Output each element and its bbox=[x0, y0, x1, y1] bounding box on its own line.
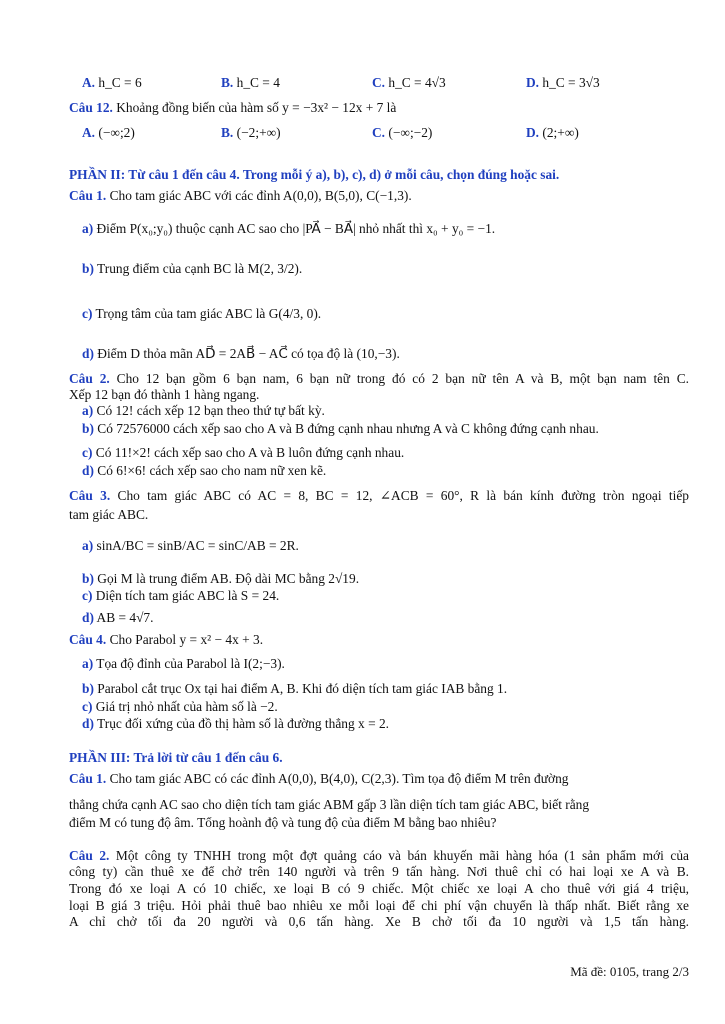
part3-q2-line1: Câu 2. Một công ty TNHH trong một đợt quảng cáo và bán khuyến mãi hàng hóa (1 sản phẩm mới của bbox=[69, 848, 689, 863]
q11-option-d: D. h_C = 3√3 bbox=[526, 75, 600, 90]
part2-q3-a: a) sinA/BC = sinB/AC = sinC/AB = 2R. bbox=[82, 538, 299, 553]
part2-q2-c: c) Có 11!×2! cách xếp sao cho A và B luôn đứng cạnh nhau. bbox=[82, 445, 405, 460]
part2-q1-c: c) Trọng tâm của tam giác ABC là G(4/3, 0). bbox=[82, 306, 322, 321]
part2-q3-d: d) AB = 4√7. bbox=[82, 610, 154, 625]
part2-q2-a: a) Có 12! cách xếp 12 bạn theo thứ tự bất kỳ. bbox=[82, 403, 325, 418]
part3-q1-line3: điểm M có tung độ âm. Tổng hoành độ và tung độ của điểm M bằng bao nhiêu? bbox=[69, 815, 497, 830]
part2-q1-d: d) Điểm D thỏa mãn AD⃗ = 2AB⃗ − AC⃗ có tọa độ là (10,−3). bbox=[82, 346, 400, 361]
part2-q2-stem-line2: Xếp 12 bạn đó thành 1 hàng ngang. bbox=[69, 387, 260, 402]
page-footer: Mã đề: 0105, trang 2/3 bbox=[570, 964, 689, 979]
part3-q2-line5: A chỉ chở tối đa 20 người và 0,6 tấn hàng. Xe B chở tối đa 10 người và 1,5 tấn hàng. bbox=[69, 914, 689, 929]
q12-option-c: C. (−∞;−2) bbox=[372, 125, 433, 140]
part3-q1-line2: thẳng chứa cạnh AC sao cho diện tích tam giác ABM gấp 3 lần diện tích tam giác ABC, biết rằng bbox=[69, 797, 590, 812]
part2-q2-stem-line1: Câu 2. Cho 12 bạn gồm 6 bạn nam, 6 bạn nữ trong đó có 2 bạn nữ tên A và B, một bạn nam tên C. bbox=[69, 371, 689, 386]
part2-q1-stem: Câu 1. Cho tam giác ABC với các đỉnh A(0,0), B(5,0), C(−1,3). bbox=[69, 188, 412, 203]
part2-q3-stem-line1: Câu 3. Cho tam giác ABC có AC = 8, BC = 12, ∠ACB = 60°, R là bán kính đường tròn ngoại tiếp bbox=[69, 488, 689, 503]
part2-q4-c: c) Giá trị nhỏ nhất của hàm số là −2. bbox=[82, 699, 278, 714]
part3-q1-line1: Câu 1. Cho tam giác ABC có các đỉnh A(0,0), B(4,0), C(2,3). Tìm tọa độ điểm M trên đường bbox=[69, 771, 569, 786]
q12-option-d: D. (2;+∞) bbox=[526, 125, 579, 140]
part2-q2-b: b) Có 72576000 cách xếp sao cho A và B đứng cạnh nhau nhưng A và C không đứng cạnh nhau. bbox=[82, 421, 599, 436]
part2-q4-d: d) Trục đối xứng của đồ thị hàm số là đường thẳng x = 2. bbox=[82, 716, 390, 731]
part3-heading: PHẦN III: Trả lời từ câu 1 đến câu 6. bbox=[69, 750, 283, 765]
part3-q2-line3: Trong đó xe loại A có 10 chiếc, xe loại B có 9 chiếc. Một chiếc xe loại A cho thuê với giá 4 triệu, bbox=[69, 881, 689, 896]
part2-q1-b: b) Trung điểm của cạnh BC là M(2, 3/2). bbox=[82, 261, 303, 276]
q11-option-b: B. h_C = 4 bbox=[221, 75, 280, 90]
q12-option-a: A. (−∞;2) bbox=[82, 125, 135, 140]
part2-heading: PHẦN II: Từ câu 1 đến câu 4. Trong mỗi ý a), b), c), d) ở mỗi câu, chọn đúng hoặc sai. bbox=[69, 167, 560, 182]
part2-q4-stem: Câu 4. Cho Parabol y = x² − 4x + 3. bbox=[69, 632, 264, 647]
q12-stem: Câu 12. Khoảng đồng biến của hàm số y = −3x² − 12x + 7 là bbox=[69, 100, 397, 115]
part2-q3-c: c) Diện tích tam giác ABC là S = 24. bbox=[82, 588, 280, 603]
part2-q4-b: b) Parabol cắt trục Ox tại hai điểm A, B. Khi đó diện tích tam giác IAB bằng 1. bbox=[82, 681, 508, 696]
part2-q4-a: a) Tọa độ đỉnh của Parabol là I(2;−3). bbox=[82, 656, 285, 671]
part2-q3-stem-line2: tam giác ABC. bbox=[69, 507, 149, 522]
part3-q2-line4: loại B giá 3 triệu. Hỏi phải thuê bao nhiêu xe mỗi loại để chi phí vận chuyển là thấp nhất. Biết rằng xe bbox=[69, 898, 689, 913]
part3-q2-line2: công ty) cần thuê xe để chở trên 140 người và trên 9 tấn hàng. Nơi thuê chỉ có hai loại xe A và B. bbox=[69, 864, 689, 879]
part2-q2-d: d) Có 6!×6! cách xếp sao cho nam nữ xen kẽ. bbox=[82, 463, 327, 478]
q11-option-c: C. h_C = 4√3 bbox=[372, 75, 446, 90]
q11-option-a: A. h_C = 6 bbox=[82, 75, 142, 90]
part2-q1-a: a) Điểm P(x₀;y₀) thuộc cạnh AC sao cho |PA⃗ − BA⃗| nhỏ nhất thì x₀ + y₀ = −1. bbox=[82, 221, 496, 236]
q12-option-b: B. (−2;+∞) bbox=[221, 125, 281, 140]
part2-q3-b: b) Gọi M là trung điểm AB. Độ dài MC bằng 2√19. bbox=[82, 571, 360, 586]
